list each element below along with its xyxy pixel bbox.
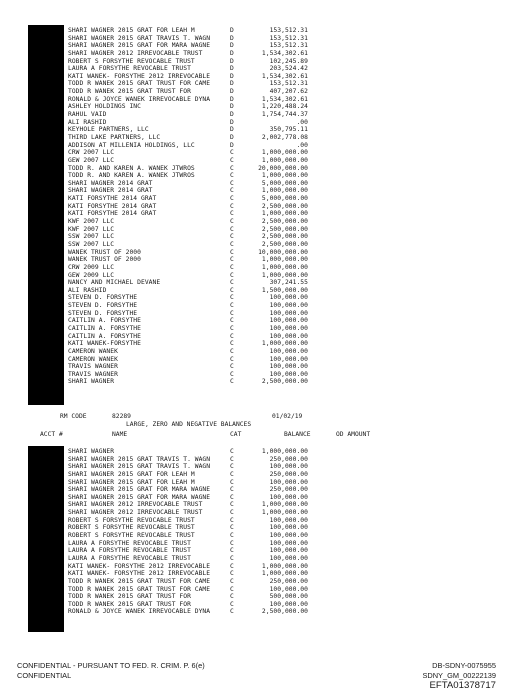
row-name: ADDISON AT MILLENIA HOLDINGS, LLC bbox=[68, 141, 195, 149]
table-row bbox=[0, 96, 512, 104]
row-name: SHARI WAGNER 2014 GRAT bbox=[68, 187, 153, 195]
table-row bbox=[0, 264, 512, 272]
rm-code-label: RM CODE bbox=[60, 413, 87, 420]
row-balance: 153,512.31 bbox=[269, 42, 308, 50]
row-balance: 2,002,778.08 bbox=[261, 133, 308, 141]
rm-code-value: 82289 bbox=[112, 413, 131, 420]
row-name: SHARI WAGNER 2015 GRAT FOR LEAH M bbox=[68, 470, 195, 478]
row-balance: 203,524.42 bbox=[269, 65, 308, 73]
row-balance: 100,000.00 bbox=[269, 324, 308, 332]
table-row bbox=[0, 180, 512, 188]
row-category: C bbox=[230, 172, 234, 180]
row-category: C bbox=[230, 478, 234, 486]
row-balance: 1,000,000.00 bbox=[261, 570, 308, 578]
table-row bbox=[0, 517, 512, 525]
row-name: ALI RASHID bbox=[68, 286, 107, 294]
row-balance: 250,000.00 bbox=[269, 455, 308, 463]
row-category: D bbox=[230, 57, 234, 65]
row-balance: 100,000.00 bbox=[269, 524, 308, 532]
row-balance: 2,500,000.00 bbox=[261, 218, 308, 226]
table-row bbox=[0, 555, 512, 563]
row-balance: 1,000,000.00 bbox=[261, 156, 308, 164]
row-category: C bbox=[230, 225, 234, 233]
row-balance: 1,000,000.00 bbox=[261, 263, 308, 271]
table-row bbox=[0, 524, 512, 532]
row-balance: 2,500,000.00 bbox=[261, 225, 308, 233]
confidential-notice: CONFIDENTIAL - PURSUANT TO FED. R. CRIM. P. 6(e) bbox=[17, 661, 205, 670]
row-name: KATI WANEK- FORSYTHE 2012 IRREVOCABLE bbox=[68, 570, 211, 578]
table-row bbox=[0, 241, 512, 249]
row-name: CAMERON WANEK bbox=[68, 347, 118, 355]
row-name: RONALD & JOYCE WANEK IRREVOCABLE DYNA bbox=[68, 608, 211, 616]
row-balance: 100,000.00 bbox=[269, 463, 308, 471]
row-category: C bbox=[230, 187, 234, 195]
row-name: KATI FORSYTHE 2014 GRAT bbox=[68, 195, 157, 203]
row-balance: .00 bbox=[296, 118, 308, 126]
row-balance: 100,000.00 bbox=[269, 493, 308, 501]
row-balance: 1,000,000.00 bbox=[261, 149, 308, 157]
table-row bbox=[0, 249, 512, 257]
table-row bbox=[0, 50, 512, 58]
row-name: CRW 2009 LLC bbox=[68, 263, 115, 271]
row-name: WANEK TRUST OF 2000 bbox=[68, 256, 141, 264]
table-row bbox=[0, 272, 512, 280]
row-name: TODD R WANEK 2015 GRAT TRUST FOR bbox=[68, 88, 191, 96]
table-row bbox=[0, 88, 512, 96]
table-row bbox=[0, 195, 512, 203]
row-balance: 10,000,000.00 bbox=[258, 248, 308, 256]
row-balance: 1,534,302.61 bbox=[261, 49, 308, 57]
row-name: GEW 2009 LLC bbox=[68, 271, 115, 279]
table-row bbox=[0, 563, 512, 571]
row-category: C bbox=[230, 218, 234, 226]
row-category: C bbox=[230, 156, 234, 164]
row-category: C bbox=[230, 302, 234, 310]
table-row bbox=[0, 532, 512, 540]
column-header-cat: CAT bbox=[230, 431, 242, 438]
table-row bbox=[0, 149, 512, 157]
row-category: C bbox=[230, 370, 234, 378]
row-balance: 250,000.00 bbox=[269, 470, 308, 478]
row-category: C bbox=[230, 570, 234, 578]
row-category: D bbox=[230, 72, 234, 80]
row-name: CAITLIN A. FORSYTHE bbox=[68, 317, 141, 325]
row-balance: 1,000,000.00 bbox=[261, 501, 308, 509]
row-name: KWF 2007 LLC bbox=[68, 225, 115, 233]
row-category: C bbox=[230, 455, 234, 463]
row-name: LAURA A FORSYTHE REVOCABLE TRUST bbox=[68, 65, 191, 73]
table-row bbox=[0, 119, 512, 127]
table-row bbox=[0, 325, 512, 333]
row-category: C bbox=[230, 332, 234, 340]
row-name: TODD R WANEK 2015 GRAT TRUST FOR bbox=[68, 593, 191, 601]
report-date: 01/02/19 bbox=[272, 413, 303, 420]
row-balance: 153,512.31 bbox=[269, 80, 308, 88]
row-name: SHARI WAGNER bbox=[68, 448, 115, 455]
row-name: SHARI WAGNER 2015 GRAT FOR LEAH M bbox=[68, 478, 195, 486]
row-name: TODD R. AND KAREN A. WANEK JTWROS bbox=[68, 172, 195, 180]
row-balance: 1,220,488.24 bbox=[261, 103, 308, 111]
row-balance: 1,000,000.00 bbox=[261, 256, 308, 264]
table-row bbox=[0, 203, 512, 211]
row-category: C bbox=[230, 233, 234, 241]
row-name: CAITLIN A. FORSYTHE bbox=[68, 332, 141, 340]
row-name: SHARI WAGNER 2015 GRAT FOR MARA WAGNE bbox=[68, 42, 211, 50]
row-name: RAHUL VAID bbox=[68, 111, 107, 119]
row-category: C bbox=[230, 164, 234, 172]
table-row bbox=[0, 80, 512, 88]
row-balance: 100,000.00 bbox=[269, 309, 308, 317]
row-name: TRAVIS WAGNER bbox=[68, 363, 118, 371]
table-row bbox=[0, 547, 512, 555]
row-balance: 100,000.00 bbox=[269, 600, 308, 608]
row-category: C bbox=[230, 493, 234, 501]
row-name: ROBERT S FORSYTHE REVOCABLE TRUST bbox=[68, 524, 195, 532]
table-row bbox=[0, 501, 512, 509]
row-balance: 20,000,000.00 bbox=[258, 164, 308, 172]
table-row bbox=[0, 210, 512, 218]
row-balance: 5,000,000.00 bbox=[261, 195, 308, 203]
table-row bbox=[0, 165, 512, 173]
row-category: C bbox=[230, 378, 234, 386]
table-row bbox=[0, 103, 512, 111]
table-row bbox=[0, 279, 512, 287]
row-balance: 1,000,000.00 bbox=[261, 172, 308, 180]
row-name: TODD R WANEK 2015 GRAT TRUST FOR CAME bbox=[68, 585, 211, 593]
row-name: STEVEN D. FORSYTHE bbox=[68, 309, 138, 317]
table-row bbox=[0, 294, 512, 302]
balances-table-top bbox=[0, 27, 512, 386]
row-name: ALI RASHID bbox=[68, 118, 107, 126]
row-category: D bbox=[230, 49, 234, 57]
row-balance: 250,000.00 bbox=[269, 486, 308, 494]
row-category: C bbox=[230, 463, 234, 471]
row-name: ASHLEY HOLDINGS INC bbox=[68, 103, 141, 111]
row-balance: 5,000,000.00 bbox=[261, 179, 308, 187]
row-category: D bbox=[230, 80, 234, 88]
row-category: D bbox=[230, 133, 234, 141]
row-name: WANEK TRUST OF 2000 bbox=[68, 248, 141, 256]
row-category: C bbox=[230, 324, 234, 332]
row-balance: 100,000.00 bbox=[269, 539, 308, 547]
row-name: KATI WANEK- FORSYTHE 2012 IRREVOCABLE bbox=[68, 562, 211, 570]
row-category: D bbox=[230, 111, 234, 119]
row-name: SHARI WAGNER 2012 IRREVOCABLE TRUST bbox=[68, 49, 203, 57]
row-name: LAURA A FORSYTHE REVOCABLE TRUST bbox=[68, 547, 191, 555]
row-balance: 1,000,000.00 bbox=[261, 210, 308, 218]
row-category: D bbox=[230, 65, 234, 73]
row-balance: 350,795.11 bbox=[269, 126, 308, 134]
row-category: C bbox=[230, 210, 234, 218]
row-name: TODD R. AND KAREN A. WANEK JTWROS bbox=[68, 164, 195, 172]
row-category: C bbox=[230, 501, 234, 509]
row-name: STEVEN D. FORSYTHE bbox=[68, 294, 138, 302]
row-name: LAURA A FORSYTHE REVOCABLE TRUST bbox=[68, 554, 191, 562]
table-row bbox=[0, 256, 512, 264]
row-name: ROBERT S FORSYTHE REVOCABLE TRUST bbox=[68, 57, 195, 65]
row-category: C bbox=[230, 486, 234, 494]
row-category: C bbox=[230, 355, 234, 363]
row-name: KATI FORSYTHE 2014 GRAT bbox=[68, 210, 157, 218]
table-row bbox=[0, 486, 512, 494]
row-category: C bbox=[230, 600, 234, 608]
row-name: KATI WANEK- FORSYTHE 2012 IRREVOCABLE bbox=[68, 72, 211, 80]
row-name: SHARI WAGNER 2012 IRREVOCABLE TRUST bbox=[68, 509, 203, 517]
row-balance: 100,000.00 bbox=[269, 585, 308, 593]
table-row bbox=[0, 226, 512, 234]
row-balance: 1,534,302.61 bbox=[261, 72, 308, 80]
row-category: C bbox=[230, 263, 234, 271]
row-category: C bbox=[230, 524, 234, 532]
row-name: SHARI WAGNER 2015 GRAT FOR MARA WAGNE bbox=[68, 493, 211, 501]
row-category: C bbox=[230, 509, 234, 517]
row-name: SHARI WAGNER 2015 GRAT FOR MARA WAGNE bbox=[68, 486, 211, 494]
row-category: D bbox=[230, 141, 234, 149]
row-category: C bbox=[230, 593, 234, 601]
table-row bbox=[0, 456, 512, 464]
row-name: SHARI WAGNER 2015 GRAT TRAVIS T. WAGN bbox=[68, 455, 211, 463]
table-row bbox=[0, 494, 512, 502]
column-header-acct: ACCT # bbox=[40, 431, 63, 438]
row-category: C bbox=[230, 347, 234, 355]
row-category: C bbox=[230, 294, 234, 302]
table-row bbox=[0, 378, 512, 386]
row-category: D bbox=[230, 103, 234, 111]
row-name: CAITLIN A. FORSYTHE bbox=[68, 324, 141, 332]
table-row bbox=[0, 65, 512, 73]
row-balance: 102,245.89 bbox=[269, 57, 308, 65]
row-category: C bbox=[230, 547, 234, 555]
table-row bbox=[0, 218, 512, 226]
table-row bbox=[0, 363, 512, 371]
row-category: C bbox=[230, 317, 234, 325]
report-title: LARGE, ZERO AND NEGATIVE BALANCES bbox=[126, 421, 252, 428]
table-row bbox=[0, 586, 512, 594]
row-balance: 2,500,000.00 bbox=[261, 202, 308, 210]
row-name: KEYHOLE PARTNERS, LLC bbox=[68, 126, 149, 134]
row-name: SHARI WAGNER 2012 IRREVOCABLE TRUST bbox=[68, 501, 203, 509]
row-name: KATI FORSYTHE 2014 GRAT bbox=[68, 202, 157, 210]
row-category: C bbox=[230, 256, 234, 264]
row-balance: 1,000,000.00 bbox=[261, 187, 308, 195]
row-category: C bbox=[230, 539, 234, 547]
table-row bbox=[0, 157, 512, 165]
row-name: SSW 2007 LLC bbox=[68, 240, 115, 248]
row-category: C bbox=[230, 363, 234, 371]
table-row bbox=[0, 142, 512, 150]
row-category: D bbox=[230, 126, 234, 134]
row-balance: 250,000.00 bbox=[269, 577, 308, 585]
row-balance: 153,512.31 bbox=[269, 27, 308, 34]
row-balance: 100,000.00 bbox=[269, 355, 308, 363]
confidential-label: CONFIDENTIAL bbox=[17, 671, 72, 680]
row-name: THIRD LAKE PARTNERS, LLC bbox=[68, 133, 161, 141]
row-category: C bbox=[230, 286, 234, 294]
row-balance: 1,000,000.00 bbox=[261, 509, 308, 517]
row-balance: 100,000.00 bbox=[269, 294, 308, 302]
table-row bbox=[0, 463, 512, 471]
bates-number-efta: EFTA01378717 bbox=[429, 680, 496, 691]
table-row bbox=[0, 570, 512, 578]
row-category: C bbox=[230, 340, 234, 348]
row-category: C bbox=[230, 577, 234, 585]
row-category: C bbox=[230, 516, 234, 524]
row-balance: 1,754,744.37 bbox=[261, 111, 308, 119]
row-category: C bbox=[230, 248, 234, 256]
row-balance: 100,000.00 bbox=[269, 554, 308, 562]
table-row bbox=[0, 593, 512, 601]
row-category: C bbox=[230, 470, 234, 478]
table-row bbox=[0, 42, 512, 50]
row-balance: 100,000.00 bbox=[269, 547, 308, 555]
row-name: TRAVIS WAGNER bbox=[68, 370, 118, 378]
table-row bbox=[0, 509, 512, 517]
row-balance: 1,534,302.61 bbox=[261, 95, 308, 103]
row-balance: 100,000.00 bbox=[269, 302, 308, 310]
bates-number-db: DB-SDNY-0075955 bbox=[432, 661, 496, 670]
table-row bbox=[0, 58, 512, 66]
row-name: ROBERT S FORSYTHE REVOCABLE TRUST bbox=[68, 532, 195, 540]
table-row bbox=[0, 340, 512, 348]
row-category: C bbox=[230, 562, 234, 570]
row-balance: 100,000.00 bbox=[269, 532, 308, 540]
row-category: C bbox=[230, 202, 234, 210]
table-row bbox=[0, 578, 512, 586]
row-balance: 100,000.00 bbox=[269, 347, 308, 355]
row-name: CRW 2007 LLC bbox=[68, 149, 115, 157]
row-balance: 1,000,000.00 bbox=[261, 340, 308, 348]
row-balance: 2,500,000.00 bbox=[261, 233, 308, 241]
table-row bbox=[0, 448, 512, 456]
table-row bbox=[0, 310, 512, 318]
row-category: C bbox=[230, 179, 234, 187]
row-name: TODD R WANEK 2015 GRAT TRUST FOR CAME bbox=[68, 80, 211, 88]
table-row bbox=[0, 348, 512, 356]
row-category: C bbox=[230, 448, 234, 455]
column-header-balance: BALANCE bbox=[284, 431, 311, 438]
table-row bbox=[0, 35, 512, 43]
row-name: SSW 2007 LLC bbox=[68, 233, 115, 241]
row-balance: 500,000.00 bbox=[269, 593, 308, 601]
row-balance: 100,000.00 bbox=[269, 370, 308, 378]
table-row bbox=[0, 479, 512, 487]
row-name: SHARI WAGNER 2014 GRAT bbox=[68, 179, 153, 187]
row-balance: 2,500,000.00 bbox=[261, 608, 308, 616]
row-name: TODD R WANEK 2015 GRAT TRUST FOR bbox=[68, 600, 191, 608]
table-row bbox=[0, 126, 512, 134]
row-balance: 100,000.00 bbox=[269, 363, 308, 371]
bates-number-sdny: SDNY_GM_00222139 bbox=[422, 671, 496, 680]
column-header-od-amount: OD AMOUNT bbox=[336, 431, 371, 438]
row-category: D bbox=[230, 27, 234, 34]
table-row bbox=[0, 302, 512, 310]
table-row bbox=[0, 317, 512, 325]
row-category: C bbox=[230, 532, 234, 540]
row-category: C bbox=[230, 554, 234, 562]
row-category: C bbox=[230, 195, 234, 203]
row-category: C bbox=[230, 309, 234, 317]
table-row bbox=[0, 233, 512, 241]
row-balance: 1,000,000.00 bbox=[261, 448, 308, 455]
row-category: D bbox=[230, 42, 234, 50]
table-row bbox=[0, 73, 512, 81]
table-row bbox=[0, 356, 512, 364]
row-balance: 153,512.31 bbox=[269, 34, 308, 42]
row-balance: 307,241.55 bbox=[269, 279, 308, 287]
row-name: SHARI WAGNER 2015 GRAT TRAVIS T. WAGN bbox=[68, 463, 211, 471]
row-name: LAURA A FORSYTHE REVOCABLE TRUST bbox=[68, 539, 191, 547]
row-balance: .00 bbox=[296, 141, 308, 149]
row-category: C bbox=[230, 271, 234, 279]
row-balance: 1,000,000.00 bbox=[261, 562, 308, 570]
row-balance: 2,500,000.00 bbox=[261, 378, 308, 386]
table-row bbox=[0, 471, 512, 479]
row-name: GEW 2007 LLC bbox=[68, 156, 115, 164]
row-balance: 407,207.62 bbox=[269, 88, 308, 96]
row-balance: 100,000.00 bbox=[269, 478, 308, 486]
table-row bbox=[0, 27, 512, 35]
row-name: ROBERT S FORSYTHE REVOCABLE TRUST bbox=[68, 516, 195, 524]
table-row bbox=[0, 601, 512, 609]
table-row bbox=[0, 172, 512, 180]
row-balance: 100,000.00 bbox=[269, 516, 308, 524]
table-row bbox=[0, 333, 512, 341]
row-category: D bbox=[230, 88, 234, 96]
row-name: SHARI WAGNER 2015 GRAT TRAVIS T. WAGN bbox=[68, 34, 211, 42]
row-name: RONALD & JOYCE WANEK IRREVOCABLE DYNA bbox=[68, 95, 211, 103]
row-name: SHARI WAGNER 2015 GRAT FOR LEAH M bbox=[68, 27, 195, 34]
row-name: STEVEN D. FORSYTHE bbox=[68, 302, 138, 310]
table-row bbox=[0, 608, 512, 616]
row-name: CAMERON WANEK bbox=[68, 355, 118, 363]
row-name: KATI WANEK-FORSYTHE bbox=[68, 340, 141, 348]
table-row bbox=[0, 187, 512, 195]
row-category: C bbox=[230, 585, 234, 593]
row-category: C bbox=[230, 608, 234, 616]
row-name: TODD R WANEK 2015 GRAT TRUST FOR CAME bbox=[68, 577, 211, 585]
row-balance: 100,000.00 bbox=[269, 317, 308, 325]
row-name: KWF 2007 LLC bbox=[68, 218, 115, 226]
row-name: NANCY AND MICHAEL DEVANE bbox=[68, 279, 161, 287]
row-balance: 2,500,000.00 bbox=[261, 240, 308, 248]
row-balance: 1,000,000.00 bbox=[261, 271, 308, 279]
table-row bbox=[0, 134, 512, 142]
table-row bbox=[0, 371, 512, 379]
table-row bbox=[0, 287, 512, 295]
table-row bbox=[0, 111, 512, 119]
row-name: SHARI WAGNER bbox=[68, 378, 115, 386]
balances-table-bottom bbox=[0, 448, 512, 616]
row-category: D bbox=[230, 34, 234, 42]
table-row bbox=[0, 540, 512, 548]
row-category: C bbox=[230, 279, 234, 287]
row-category: C bbox=[230, 149, 234, 157]
row-category: C bbox=[230, 240, 234, 248]
row-category: D bbox=[230, 95, 234, 103]
column-header-name: NAME bbox=[112, 431, 128, 438]
row-category: D bbox=[230, 118, 234, 126]
row-balance: 1,500,000.00 bbox=[261, 286, 308, 294]
row-balance: 100,000.00 bbox=[269, 332, 308, 340]
